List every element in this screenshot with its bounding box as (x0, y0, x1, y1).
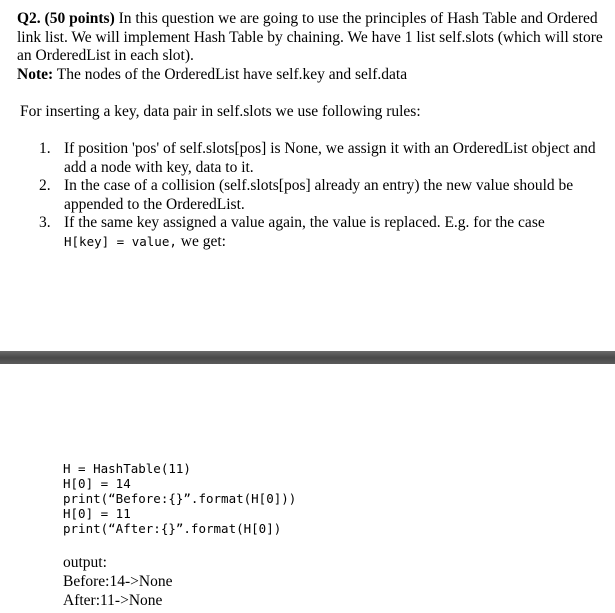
question-label: Q2. (50 points) (17, 10, 115, 27)
code-line: H = HashTable(11) (63, 461, 191, 476)
note-paragraph (17, 66, 607, 85)
section-divider (0, 351, 615, 364)
rule-text: If position 'pos' of self.slots[pos] is None, we assign it with an OrderedList object and add a node with key, data to it. (64, 140, 596, 176)
rule-number: 1. (39, 140, 51, 157)
rule-text: If the same key assigned a value again, the value is replaced. E.g. for the case (64, 214, 545, 231)
question-block (17, 10, 607, 84)
output-label: output: (63, 554, 107, 571)
rule-text: In the case of a collision (self.slots[pos] already an entry) the new value should be appended to the OrderedList. (64, 177, 574, 213)
question-text: In this question we are going to use the principles of Hash Table and Ordered link list. We will implement Hash Table by chaining. We have 1 list self.slots (which will store an OrderedList in each slot). (17, 10, 603, 64)
output-line: After:11->None (63, 592, 163, 609)
code-block (63, 461, 296, 536)
output-line: Before:14->None (63, 573, 173, 590)
rule-item (39, 177, 609, 214)
question-paragraph (17, 10, 607, 66)
output-block (63, 553, 172, 610)
note-text: The nodes of the OrderedList have self.key and self.data (53, 65, 408, 83)
rule-item (39, 140, 609, 177)
rule-item (39, 214, 609, 251)
code-line: print(“After:{}”.format(H[0]) (63, 521, 282, 536)
rule-tail-text: we get: (176, 232, 226, 250)
code-line: H[0] = 14 (63, 476, 131, 491)
rule-number: 3. (39, 214, 51, 231)
intro-text: For inserting a key, data pair in self.slots we use following rules: (20, 103, 421, 120)
code-line: print(“Before:{}”.format(H[0])) (63, 491, 297, 506)
rule-number: 2. (39, 177, 51, 194)
rule-inline-code: H[key] = value, (64, 233, 177, 249)
note-label: Note: (17, 65, 54, 83)
rules-list (39, 140, 609, 251)
code-line: H[0] = 11 (63, 506, 131, 521)
